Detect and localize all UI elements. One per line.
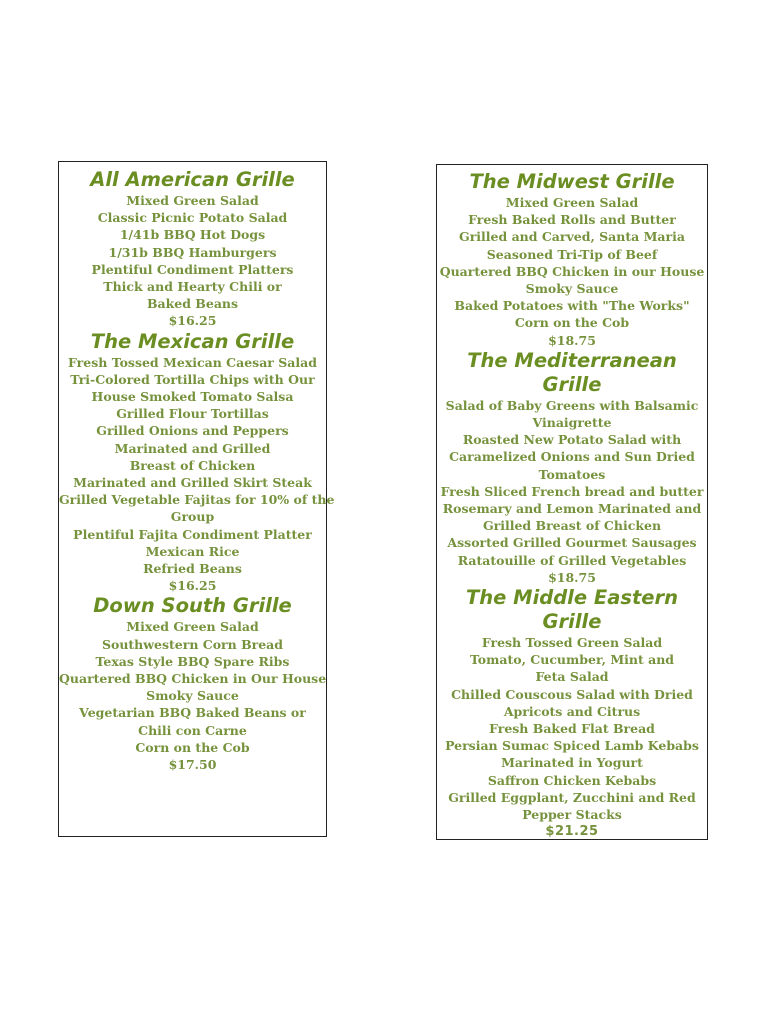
menu-item: Mixed Green Salad (126, 619, 259, 635)
menu-item: Apricots and Citrus (503, 703, 641, 719)
menu-item: 1/41b BBQ Hot Dogs (119, 227, 266, 243)
menu-item: Marinated and Grilled Skirt Steak (73, 475, 312, 491)
menu-item: Corn on the Cob (135, 739, 250, 755)
menu-item: 1/31b BBQ Hamburgers (108, 244, 277, 260)
menu-item: Thick and Hearty Chili or (103, 279, 282, 295)
section-price: $16.25 (168, 313, 217, 329)
menu-item: Mexican Rice (145, 543, 240, 559)
menu-item: Caramelized Onions and Sun Dried (449, 449, 695, 465)
menu-item: Mixed Green Salad (126, 193, 259, 208)
menu-item: Quartered BBQ Chicken in our House (439, 263, 705, 279)
menu-item: Refried Beans (143, 561, 242, 577)
section-title: All American Grille (90, 168, 295, 191)
section-title: The Mexican Grille (90, 329, 295, 353)
menu-item: Vegetarian BBQ Baked Beans or (79, 705, 306, 721)
menu-item: Tri-Colored Tortilla Chips with Our (70, 371, 315, 387)
menu-item: Plentiful Condiment Platters (91, 261, 294, 277)
menu-item: Ratatouille of Grilled Vegetables (457, 552, 687, 568)
menu-item: Marinated in Yogurt (501, 755, 643, 771)
menu-item: Fresh Tossed Mexican Caesar Salad (68, 354, 317, 370)
menu-item: Tomato, Cucumber, Mint and (469, 652, 675, 668)
menu-section-mexican (59, 329, 335, 595)
menu-item: Roasted New Potato Salad with (462, 432, 682, 448)
menu-item: Corn on the Cob (514, 315, 630, 331)
menu-section-down-south (59, 594, 326, 773)
menu-item: Fresh Tossed Green Salad (481, 635, 663, 651)
menu-item: House Smoked Tomato Salsa (91, 389, 294, 405)
menu-item: Seasoned Tri-Tip of Beef (486, 246, 658, 262)
menu-item: Grilled Eggplant, Zucchini and Red (448, 789, 696, 805)
menu-item: Grilled Breast of Chicken (482, 518, 662, 534)
menu-item: Grilled Flour Tortillas (116, 406, 269, 422)
menu-item: Grilled Onions and Peppers (96, 423, 289, 439)
menu-item: Fresh Baked Flat Bread (489, 721, 655, 737)
menu-item: Classic Picnic Potato Salad (97, 210, 288, 226)
menu-section-all-american (59, 168, 326, 330)
menu-item: Assorted Grilled Gourmet Sausages (447, 535, 697, 551)
section-title-line: The Middle Eastern (465, 586, 679, 610)
menu-item: Baked Beans (146, 296, 239, 312)
menu-item: Mixed Green Salad (505, 195, 639, 210)
menu-item: Saffron Chicken Kebabs (487, 772, 657, 788)
section-price: $21.25 (545, 824, 599, 840)
menu-section-mediterranean (437, 349, 707, 586)
menu-item: Breast of Chicken (129, 457, 256, 473)
section-price: $18.75 (548, 332, 596, 348)
menu-item: Fresh Sliced French bread and butter (440, 483, 704, 499)
menu-item: Rosemary and Lemon Marinated and (442, 501, 702, 517)
section-title-line: Grille (542, 610, 602, 634)
menu-item: Grilled and Carved, Santa Maria (459, 229, 685, 245)
menu-item: Vinaigrette (532, 415, 612, 431)
menu-item: Grilled Vegetable Fajitas for 10% of the (59, 492, 335, 508)
menu-item: Salad of Baby Greens with Balsamic (445, 397, 699, 413)
menu-panel-left (58, 161, 335, 837)
menu-item: Baked Potatoes with "The Works" (454, 298, 690, 314)
section-title: The Midwest Grille (469, 170, 675, 193)
menu-item: Group (170, 509, 215, 525)
section-title: Down South Grille (93, 594, 292, 618)
menu-item: Southwestern Corn Bread (101, 636, 284, 652)
menu-item: Marinated and Grilled (114, 440, 271, 456)
menu-item: Plentiful Fajita Condiment Platter (73, 526, 312, 542)
menu-item: Chilled Couscous Salad with Dried (451, 686, 693, 702)
menu-item: Tomatoes (538, 466, 606, 482)
menu-item: Pepper Stacks (522, 807, 622, 823)
menu-item: Chili con Carne (138, 722, 247, 738)
section-price: $18.75 (548, 569, 596, 585)
menu-panel-right (436, 164, 708, 840)
menu-section-midwest (437, 170, 707, 349)
menu-item: Persian Sumac Spiced Lamb Kebabs (445, 738, 699, 754)
menu-item: Feta Salad (535, 669, 609, 685)
section-title-line: Grille (542, 372, 602, 396)
menu-item: Quartered BBQ Chicken in Our House (59, 671, 327, 687)
menu-section-middle-eastern (437, 586, 707, 840)
section-price: $16.25 (168, 578, 217, 594)
menu-item: Smoky Sauce (146, 688, 239, 704)
menu-item: Fresh Baked Rolls and Butter (468, 212, 676, 228)
section-title-line: The Mediterranean (467, 348, 677, 372)
menu-item: Smoky Sauce (525, 281, 619, 297)
menu-item: Texas Style BBQ Spare Ribs (95, 653, 290, 669)
section-price: $17.50 (168, 757, 217, 773)
